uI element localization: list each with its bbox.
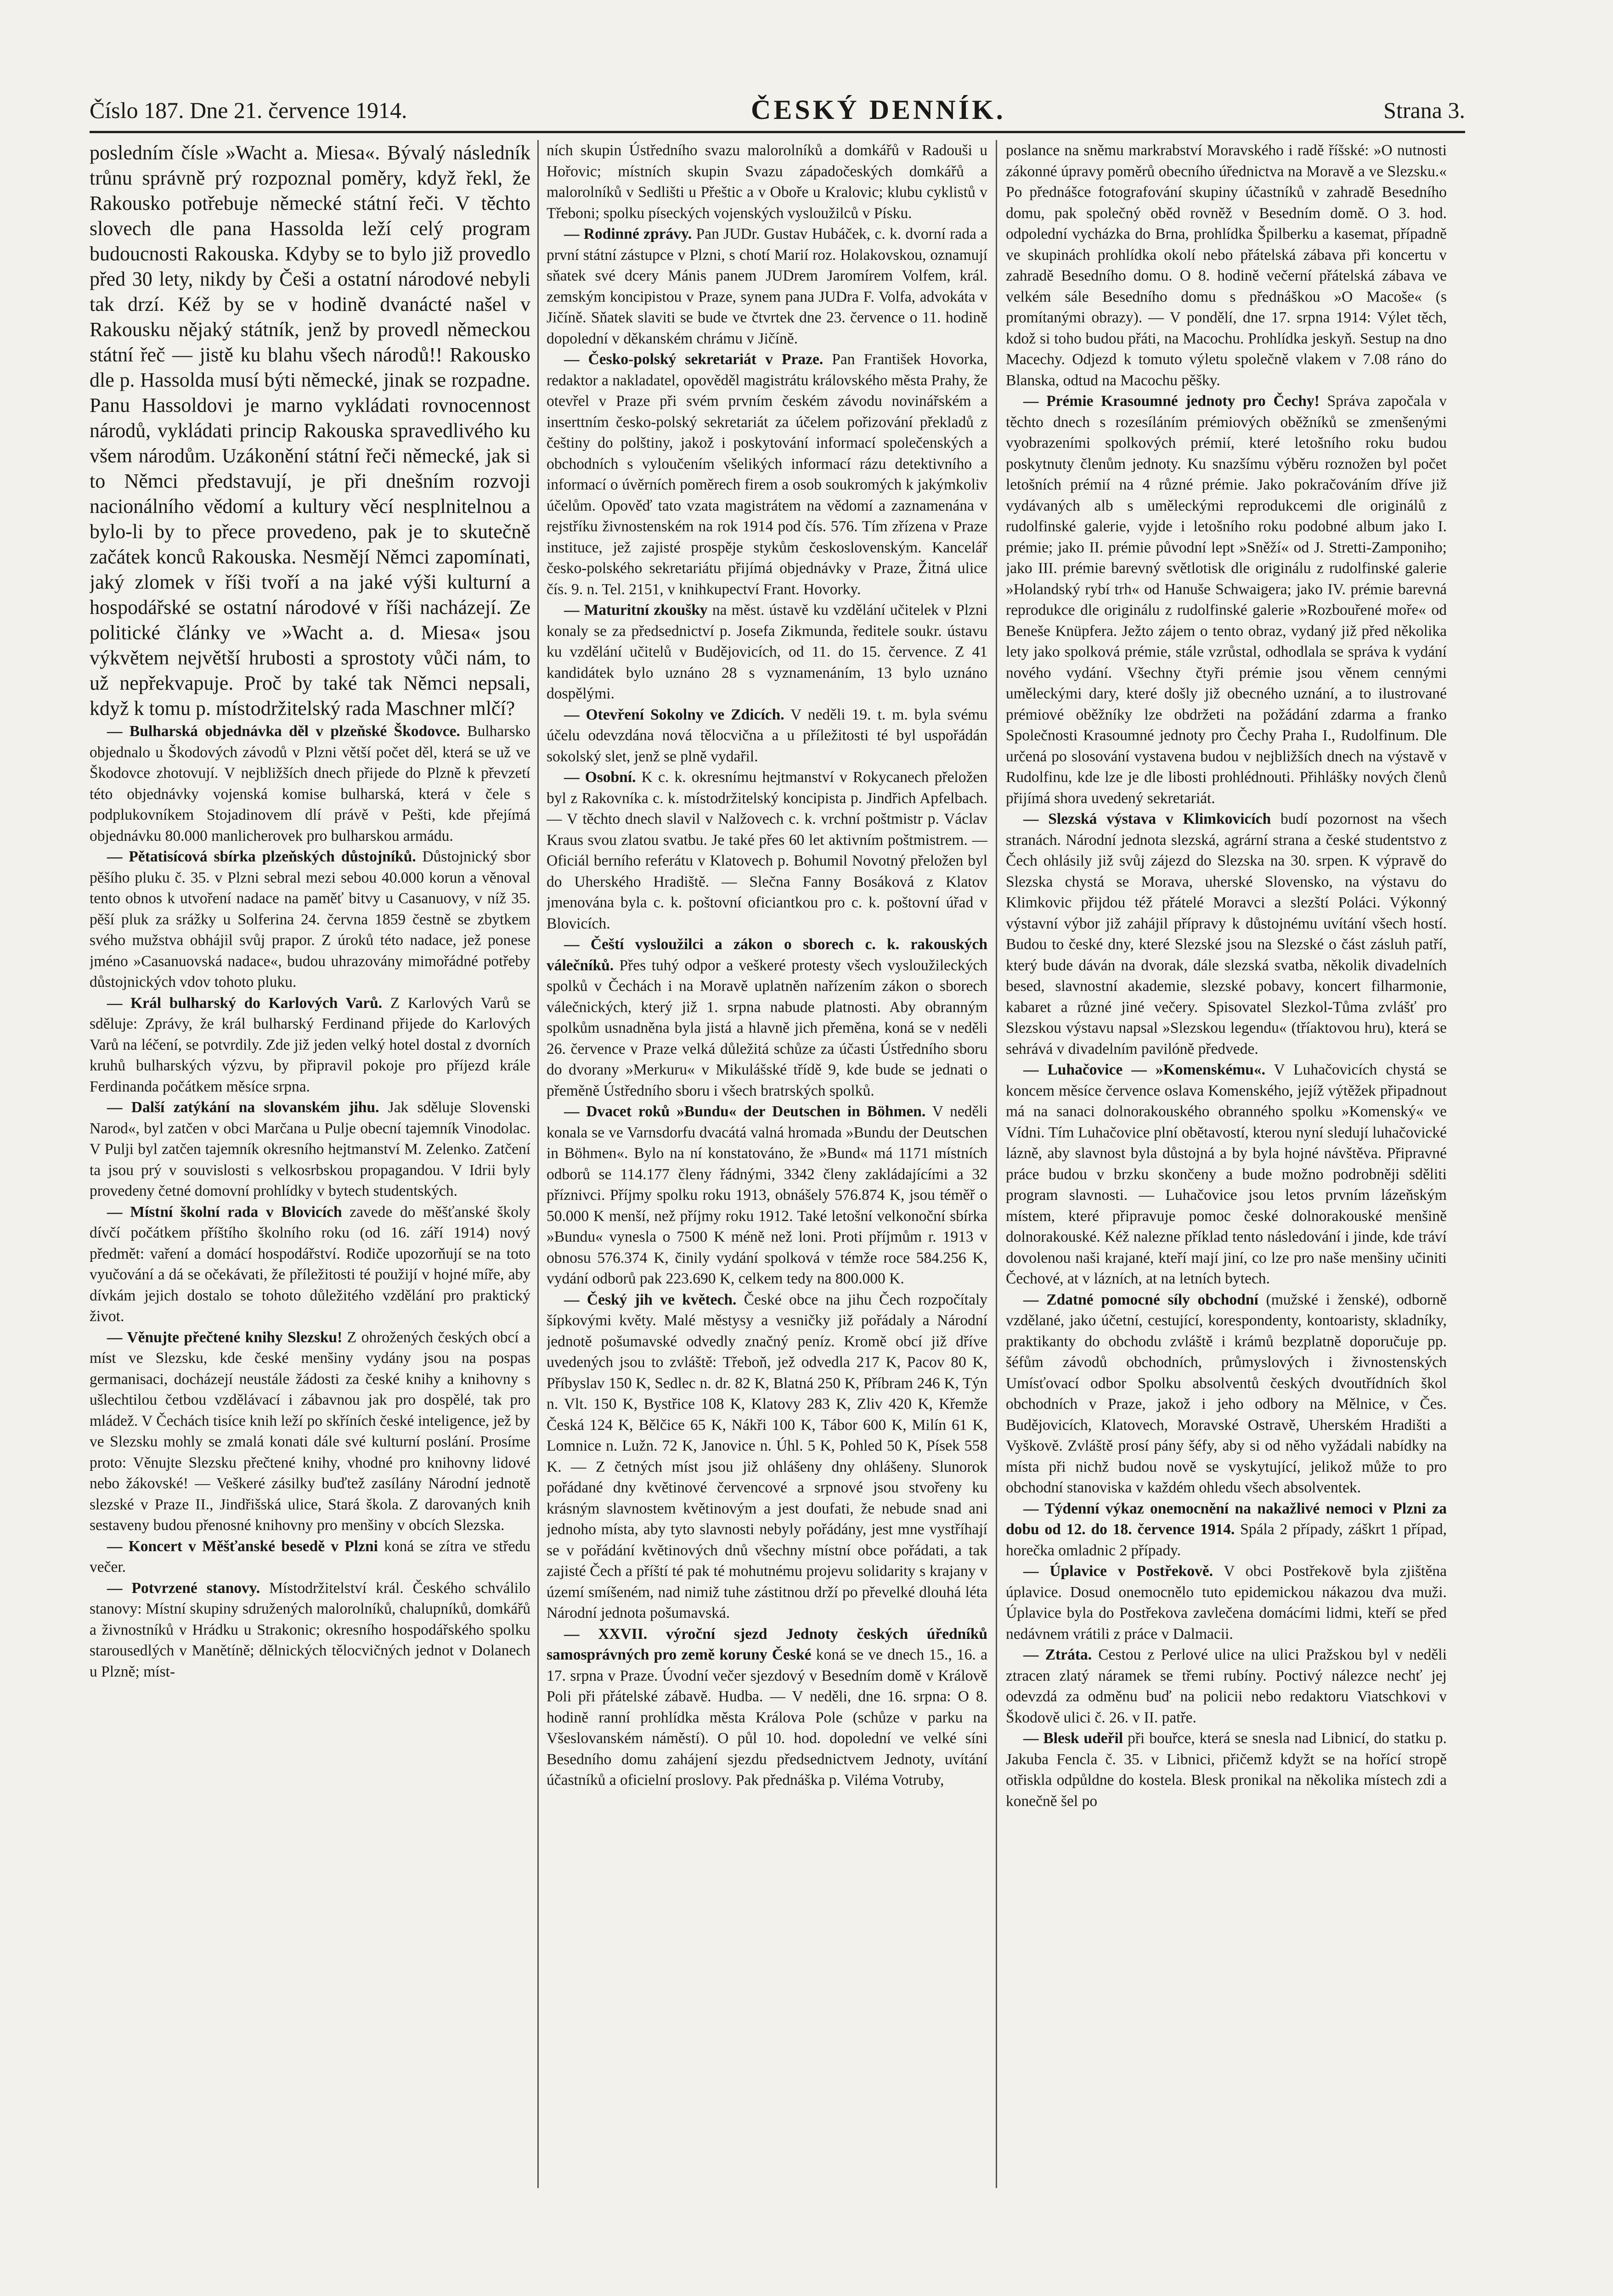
page-number: Strana 3. [1383,97,1465,123]
column-2 [547,140,987,2188]
article-text: Spála 2 případy, záškrt 1 případ, horečka omladnic 2 případy. [1006,1521,1447,1559]
article-text: Pan JUDr. Gustav Hubáček, c. k. dvorní rada a první státní zástupce v Plzni, s chotí Marií roz. Holakovskou, oznamují sňatek své dcery Mánis panem JUDrem Jaromírem Volfem, král. zemským koncipistou v Praze, synem pana JUDra F. Volfa, advokáta v Jičíně. Sňatek slaviti se bude ve čtvrtek dne 23. července o 11. hodině dopolední v děkanském chrámu v Jičíně. [547,225,987,347]
article-paragraph [1006,140,1447,391]
article-heading: — Prémie Krasoumné jednoty pro Čechy! [1023,393,1320,410]
article-text: V neděli 19. t. m. byla svému účelu odevzdána nová tělocvična a u příležitosti té byl uspořádán sokolský slet, jenž se plně vydařil. [547,706,987,765]
article-paragraph [90,140,530,721]
article-heading: — Král bulharský do Karlových Varů. [107,994,383,1012]
article-text: V Luhačovicích chystá se koncem měsíce července oslava Komenského, jejíž výtěžek připadnout má na sanaci dolnorakouského obranného spolku »Komenský« ve Vídni. Tím Luhačovice plní obětavostí, kterou nyní sledují luhačovické lázně, aby slavnost byla důstojná a by byla hojné návštěva. Připravné práce budou v brzku skončeny a bude možno podrobněji sděliti program slavnosti. — Luhačovice jsou letos prvním lázeňským místem, které připravuje pomoc české dolnorakouské menšině dolnorakouské. Kéž nalezne příklad tento následování i jinde, kde tráví dovolenou naši krajané, kteří mají jiní, co lze pro naše menšiny učiniti Čechové, at v lázních, at na letních bytech. [1006,1061,1447,1287]
article-text: (mužské i ženské), odborně vzdělané, jako účetní, cestující, korespondenty, kontoaristy, skladníky, praktikanty do obchodu zvláště i krámů bezplatně doporučuje pp. šéfům závodů obchodních, průmyslových i živnostenských Umísťovací odbor Spolku absolventů českých dvoutřídních škol obchodních v Praze, jakož i jeho odbory na Mělnice, v Čes. Budějovicích, Klatovech, Moravské Ostravě, Uherském Hradišti a Vyškově. Zvláště prosí pány šéfy, aby si od něho vyžádali nabídky na místa při nichž budou nově se vyskytující, jelikož může to pro obchodní stanoviska v každém ohledu všech absolventek. [1006,1291,1447,1496]
article-text: Z ohrožených českých obcí a míst ve Slezsku, kde české menšiny vydány jsou na pospas germanisaci, docházejí neustále žádosti za české knihy a knihovny s ušlechtilou četbou vzdělávací i zábavnou jak pro dospělé, tak pro mládež. V Čechách tisíce knih leží po skříních české inteligence, jež by ve Slezsku mohly se zmalá konati dále své kulturní poslání. Prosíme proto: Věnujte Slezsku přečtené knihy, vhodné pro knihovny lidové nebo žákovské! — Veškeré zásilky buďtež zasílány Národní jednotě slezské v Praze II., Jindřišská ulice, Stará škola. Z darovaných knih sestaveny budou přenosné knihovny pro menšiny v obcích Slezska. [90,1328,530,1534]
article-text: posledním čísle »Wacht a. Miesa«. Bývalý následník trůnu správně prý rozpoznal poměry, když řekl, že Rakousko potřebuje německé státní řeči. V těchto slovech dle pana Hassolda leží celý program budoucnosti Rakouska. Kdyby se to bylo již provedlo před 30 lety, nikdy by Češi a ostatní národové nebyli tak drzí. Kéž by se v hodině dvanácté našel v Rakousku nějaký státník, jenž by provedl německou státní řeč — jistě ku blahu všech národů!! Rakousko dle p. Hassolda musí býti německé, jinak se rozpadne. Panu Hassoldovi je marno vykládati rovnocennost národů, vykládati princip Rakouska spravedlivého ku všem národům. Uzákonění státní řeči německé, jak si to Němci představují, je při dnešním rozvoji nacionálního vědomí a kultury věcí nesplnitelnou a bylo-li by to přece provedeno, pak je to skutečně začátek konců Rakouska. Nesmějí Němci zapomínati, jaký zlomek v říši tvoří a na jaké výši kulturní a hospodářské se ostatní národové v říši nacházejí. Ze politické články ve »Wacht a. d. Miesa« jsou výkvětem největší hrubosti a sprostoty vůči nám, to už nepřekvapuje. Proč by také tak Němci nepsali, když k tomu p. místodržitelský rada Maschner mlčí? [90,141,530,720]
article-heading: — Osobní. [564,769,636,786]
article-text: Z Karlových Varů se sděluje: Zprávy, že král bulharský Ferdinand přijede do Karlových Varů na léčení, se potvrdily. Zde již jeden velký hotel dostal z dvorních kruhů bulharských výzvu, by připravil pokoje pro příjezd krále Ferdinanda počátkem měsíce srpna. [90,994,530,1095]
article-heading: — Čeští vysloužilci a zákon o sborech c. k. rakouských válečníků. [547,936,987,974]
article-paragraph [1006,1644,1447,1728]
article-paragraph [547,1289,987,1624]
article-heading: — Ztráta. [1023,1646,1092,1663]
article-paragraph [1006,1561,1447,1644]
article-text: V neděli konala se ve Varnsdorfu dvacátá valná hromada »Bundu der Deutschen in Böhmen«. Bylo na ní konstatováno, že »Bund« má 1171 místních odborů se 114.177 členy řádnými, 3342 členy zakládajícími a 32 příznivci. Příjmy spolku roku 1913, obnášely 576.874 K, jsou téměř o 50.000 K menší, než příjmy roku 1912. Také letošní velkonoční sbírka »Bundu« vynesla o 7500 K méně než loni. Proti příjmům r. 1913 v obnosu 576.374 K, činily vydání spolková v témže roce 584.256 K, vydání odborů pak 223.690 K, celkem tedy na 800.000 K. [547,1103,987,1287]
article-paragraph [547,140,987,224]
article-heading: — Slezská výstava v Klimkovicích [1023,810,1271,827]
article-heading: — XXVII. výroční sjezd Jednoty českých úředníků samosprávných pro země koruny České [547,1625,987,1663]
article-text: Místodržitelství král. Českého schválilo stanovy: Místní skupiny sdružených malorolníků, chalupníků, domkářů a živnostníků v Hrádku u Strakonic; okresního hospodářského spolku starousedlých v Manětíně; dělnických tělocvičných jednot v Dolanech u Plzně; míst- [90,1579,530,1680]
article-heading: — Rodinné zprávy. [564,225,692,242]
article-heading: — Věnujte přečtené knihy Slezsku! [107,1328,343,1346]
article-text: ních skupin Ústředního svazu malorolníků a domkářů v Radouši u Hořovic; místních skupin Svazu západočeských domkářů a malorolníků v Sedlišti u Přeštic a v Oboře u Kralovic; klubu cyklistů v Třeboni; spolku píseckých vojenských vysloužilců v Písku. [547,142,987,222]
article-heading: — Luhačovice — »Komenskému«. [1023,1061,1266,1078]
article-paragraph [90,721,530,846]
article-paragraph [1006,1059,1447,1289]
column-rule [996,140,997,2188]
article-heading: — Otevření Sokolny ve Zdicích. [564,706,784,723]
article-paragraph [1006,809,1447,1059]
article-text: koná se zítra ve středu večer. [90,1537,530,1576]
page-header [90,94,1465,133]
article-text: na měst. ústavě ku vzdělání učitelek v Plzni konaly se za předsednictví p. Josefa Zikmunda, ředitele soukr. ústavu ku vzdělání učitelů v Budějovicích, od 11. do 15. července. Z 41 kandidátek bylo uznáno 28 s vyznamenáním, 13 bylo uznáno dospělými. [547,602,987,702]
article-heading: — Místní školní rada v Blovicích [107,1203,342,1221]
article-heading: — Český jih ve květech. [564,1291,737,1308]
article-paragraph [90,846,530,993]
article-text: poslance na sněmu markrabství Moravského i radě říšské: »O nutnosti zákonné úpravy poměrů obecního úřednictva na Moravě a ve Slezsku.« Po přednášce fotografování skupiny účastníků v zahradě Besedního domu, pak společný oběd rovněž v Besedním domě. O 3. hod. odpolední vycházka do Brna, prohlídka Špilberku a kasemat, případně ve skupinách prohlídka okolí nebo přátelská zábava při koncertu v zahradě Besedního domu. O 8. hodině večerní přátelská zábava ve velkém sále Besedního domu s přednáškou »O Macoše« (s promítanými obrazy). — V pondělí, dne 17. srpna 1914: Výlet těch, kdož si toho budou přáti, na Macochu. Prohlídka jeskyň. Sestup na dno Macechy. Odjezd k tomuto výletu společně vlakem v 7.08 ráno do Blanska, odtud na Macochu pěšky. [1006,142,1447,389]
article-heading: — Pětatisícová sbírka plzeňských důstojníků. [107,848,416,865]
article-paragraph [1006,1289,1447,1498]
article-paragraph [547,767,987,934]
article-heading: — Koncert v Měšťanské besedě v Plzni [107,1537,378,1555]
article-text: budí pozornost na všech stranách. Národní jednota slezská, agrární strana a české studentstvo z Čech ohlásily již svůj zájezd do Slezska na 30. srpen. K výpravě do Slezska chystá se Morava, uherské Slovensko, na výstavu do Klimkovic přijdou též přátelé Moravci a slezští Poláci. Výkonný výstavní výbor již zahájil přípravy k důstojnému uvítání všech hostí. Budou to české dny, které Slezské jsou na Slezské o část zásluh patří, který bude dáván na dvorak, dále slezská svatba, několik divadelních besed, slavnostní akademie, slezské pobavy, koncert filharmonie, kabaret a různé jiné večery. Spisovatel Slezkol-Tůma zvlášť pro Slezskou výstavu napsal »Slezskou legendu« (tříaktovou hru), která se sehrává v divadelním pavilóně předvede. [1006,810,1447,1058]
article-text: V obci Postřekově byla zjištěna úplavice. Dosud onemocnělo tuto epidemickou nákazou dva muži. Úplavice byla do Postřekova zavlečena domácími lidmi, kteří se před nedávnem vrátili z práce v Dalmacii. [1006,1563,1447,1643]
article-paragraph [547,1101,987,1289]
article-heading: — Bulharská objednávka děl v plzeňské Škodovce. [107,723,460,740]
article-paragraph [547,600,987,704]
article-heading: — Maturitní zkoušky [564,602,708,619]
column-1 [90,140,530,2188]
article-text: Správa započala v těchto dnech s rozesíláním prémiových oběžníků se zmenšenými vyobrazeními spolkových prémií, které letošního roku budou poskytnuty členům jednoty. Ku snazšímu výběru roznožen byl počet letošních prémií na 4 různé prémie. Jako pokračováním dříve již vydávaných alb s uměleckými reprodukcemi dle originálů z rudolfinské galerie, vyjde i letošního roku podobné album jako I. prémie; jako II. prémie původní lept »Sněží« od J. Stretti-Zamponiho; jako III. prémie barevný světlotisk dle originálu z rudolfinské galerie »Holandský rybí trh« od Hanuše Schwaigera; jako IV. prémie barevná reprodukce dle originálu z rudolfinské galerie »Rozbouřené moře« od Beneše Knüpfera. Ježto zájem o tento obraz, vydaný již před několika lety jako spolková prémie, stále vzrůstal, odhodlala se správa k vydání nového vydání. Všechny čtyři prémie jsou věnem cennými uměleckými dary, které došly již obecného uznání, a to ilustrované prémiové oběžníky lze obdržeti na požádání zdarma a franko Společnosti Krasoumné jednoty pro Čechy Praha I., Rudolfinum. Dle určená po slosování vystavena budou v nejbližších dnech na výstavě v Rudolfinu, kde lze je dle libosti prohlédnouti. Přihlášky nových členů přijímá shora uvedený sekretariát. [1006,393,1447,807]
article-text: při bouřce, která se snesla nad Libnicí, do statku p. Jakuba Fencla č. 35. v Libnici, přičemž kdyžt se na hořící stropě otřiskla odpůldne do kostela. Blesk pronikal na několika místech zdi a konečně šel po [1006,1730,1447,1810]
article-paragraph [90,1578,530,1683]
article-text: Důstojnický sbor pěšího pluku č. 35. v Plzni sebral mezi sebou 40.000 korun a věnoval tento obnos k utvoření nadace na paměť bitvy u Casanuovy, v níž 35. pěší pluk za srážky u Solferina 24. června 1859 čestně se zbytkem svého mužstva obhájil svůj prapor. Z úroků této nadace, jež ponese jméno »Casanuovská nadace«, budou uhrazovány mimořádné potřeby důstojnických vdov tohoto pluku. [90,848,530,990]
article-paragraph [90,1202,530,1327]
article-paragraph [547,1624,987,1791]
article-heading: — Další zatýkání na slovanském jihu. [107,1099,379,1116]
article-text: Bulharsko objednalo u Škodových závodů v Plzni větší počet děl, která se už ve Škodovce zhotovují. V nejbližších dnech přijede do Plzně k převzetí této objednávky vojenská komise bulharská, která v čele s podplukovníkem Stojadinovem dlí právě v Pešti, kde přejímá objednávku 80.000 manlicherovek pro bulharskou armádu. [90,723,530,844]
article-paragraph [547,704,987,767]
article-paragraph [1006,1728,1447,1812]
article-text: Jak sděluje Slovenski Narod«, byl zatčen v obci Marčana u Pulje obecní tajemník Vinodolac. V Pulji byl zatčen tajemník okresního hejtmanství M. Zelenko. Zatčení ta jsou prý v souvislosti s velkosrbskou propagandou. V Idrii byly provedeny četné domovní prohlídky v bytech studentských. [90,1099,530,1199]
article-text: zavede do měšťanské školy dívčí počátkem příštího školního roku (od 16. září 1914) nový předmět: vaření a domácí hospodářství. Rodiče upozorňují se na toto vyučování a dá se očekávati, že příležitosti té použijí v hojné míře, aby dívkám jejich dostalo se tohoto důležitého vzdělání pro praktický život. [90,1203,530,1325]
article-paragraph [1006,391,1447,809]
newspaper-title: ČESKÝ DENNÍK. [751,95,1006,125]
article-text: K c. k. okresnímu hejtmanství v Rokycanech přeložen byl z Rakovníka c. k. místodržitelský koncipista p. Jindřich Apfelbach. — V těchto dnech slavil v Nalžovech c. k. vrchní poštmistr p. Václav Kraus svou zlatou svatbu. Je také přes 60 let aktivním poštmistrem. — Oficiál berního referátu v Klatovech p. Bohumil Novotný přeložen byl do Uherského Hradiště. — Slečna Fanny Bosáková z Klatov jmenována byla c. k. poštovní oficiantkou pro c. k. poštovní úřad v Blovicích. [547,769,987,932]
article-heading: — Blesk udeřil [1023,1730,1123,1747]
article-paragraph [1006,1498,1447,1561]
article-heading: — Zdatné pomocné síly obchodní [1023,1291,1258,1308]
article-text: České obce na jihu Čech rozpočítaly šípkovými květy. Malé městysy a vesničky již pořádaly a Národní jednotě pošumavské odvedly značný peníz. Kromě obcí již dříve uvedených jsou to zvláště: Třeboň, jež odvedla 217 K, Pacov 80 K, Příbyslav 150 K, Sedlec n. dr. 82 K, Blatná 250 K, Příbram 246 K, Týn n. Vlt. 150 K, Bystřice 108 K, Klatovy 283 K, Zliv 420 K, Křemže Česká 124 K, Bělčice 65 K, Nákři 100 K, Tábor 600 K, Milín 61 K, Lomnice n. Lužn. 72 K, Janovice n. Úhl. 5 K, Pohled 50 K, Písek 558 K. — Z četných míst jsou již ohlášeny dny ohlášeny. Slunorok pořádané dny květinové červencové a srpnové jsou stvořeny ku krásným slavnostem květinovým a jest doufati, že nebude snad ani jednoho místa, aby tyto slavnosti nebyly pořádány, jest mne vystříhají se v pořádání květinových dnů všechny místní obce pořádati, a tak zajisté Čech a příští té pak té mohutnému projevu solidarity s krajany v území smíšeném, nad nimiž tuhe zástitnou drží po převelké dlouhá léta Národní jednota pošumavská. [547,1291,987,1621]
article-text: koná se ve dnech 15., 16. a 17. srpna v Praze. Úvodní večer sjezdový v Besedním domě v Králově Poli při přátelské zábavě. Hudba. — V neděli, dne 16. srpna: O 8. hodině ranní prohlídka města Králova Pole (schůze v parku na Všeslovanském náměstí). O půl 10. hod. dopolední ve velké síni Besedního domu zahájení sjezdu předsednictvem Jednoty, uvítání účastníků a oficielní proslovy. Pak přednáška p. Viléma Votruby, [547,1646,987,1789]
article-paragraph [547,224,987,349]
article-text: Pan František Hovorka, redaktor a nakladatel, opověděl magistrátu královského města Prahy, že otevřel v Praze při svém prvním českém závodu novinářském a inserttním česko-polský sekretariát za účelem pořizování překladů z češtiny do polštiny, jakož i poskytování informací společenských a obchodních s vyloučením všelikých informací rázu detektivního a informací o úvěrních poměrech firem a osob soukromých k jakýmkoliv účelům. Opověď tato vzata magistrátem na vědomí a zaznamenána v rejstříku živnostenském na rok 1914 pod čís. 576. Tím zřízena v Praze instituce, jež zajisté prospěje stykům československým. Kancelář česko-polského sekretariátu přijímá objednávky v Praze, Žitná ulice čís. 9. n. Tel. 2151, v knihkupectví Frant. Hovorky. [547,351,987,598]
article-heading: — Potvrzené stanovy. [107,1579,260,1597]
column-3 [1006,140,1447,2188]
article-heading: — Dvacet roků »Bundu« der Deutschen in Böhmen. [564,1103,926,1120]
article-paragraph [547,349,987,600]
article-paragraph [90,1327,530,1536]
article-paragraph [90,1536,530,1578]
article-paragraph [547,934,987,1101]
article-text: Přes tuhý odpor a veškeré protesty všech vysloužileckých spolků v Čechách i na Moravě uplatněn nařízením zákon o sborech válečnických, který již 1. srpna nabude platnosti. Aby obranným spolkům usnadněna byla jistá a hlavně jich přeměna, koná se v neděli 26. července v Praze velká důležitá schůze za účasti Ústředního sboru do dvorany »Merkuru« v Mikulášské třídě 9, kde bude se jednati o přeměně Ústředního sboru i všech bratrských spolků. [547,957,987,1099]
column-rule [537,140,539,2188]
article-paragraph [90,1097,530,1202]
issue-date: Číslo 187. Dne 21. července 1914. [90,97,407,123]
article-text: Cestou z Perlové ulice na ulici Pražskou byl v neděli ztracen zlatý náramek se třemi rubíny. Poctivý nálezce nechť jej odevzdá za odměnu buď na policii nebo redaktoru Viatschkovi v Škodově ulici č. 26. v II. patře. [1006,1646,1447,1726]
article-heading: — Česko-polský sekretariát v Praze. [564,351,823,368]
article-heading: — Týdenní výkaz onemocnění na nakažlivé nemoci v Plzni za dobu od 12. do 18. července 1914. [1006,1500,1447,1538]
article-heading: — Úplavice v Postřekově. [1023,1563,1213,1580]
article-paragraph [90,993,530,1097]
